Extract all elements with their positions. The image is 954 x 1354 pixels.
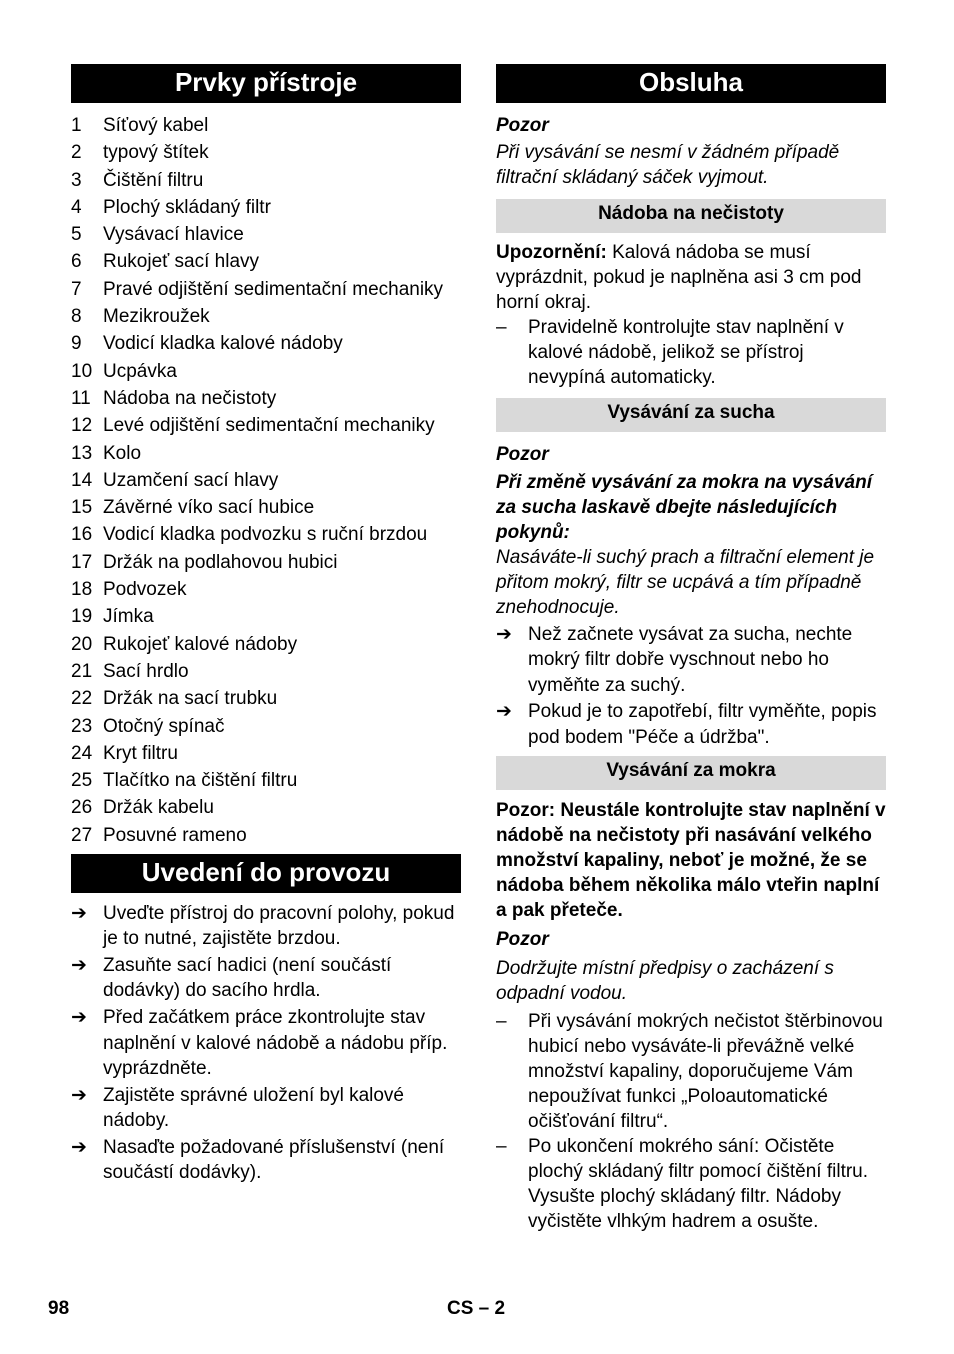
- dash-item: [496, 315, 886, 390]
- list-item: [71, 713, 461, 740]
- dirt-container-note: [496, 240, 886, 315]
- list-item: [71, 740, 461, 767]
- item-text: Levé odjištění sedimentační mechaniky: [103, 415, 435, 437]
- list-item: [71, 603, 461, 630]
- item-number: 24: [71, 742, 93, 764]
- arrow-icon: ➔: [71, 955, 87, 977]
- list-item: [71, 412, 461, 439]
- item-number: 1: [71, 115, 82, 136]
- item-number: 5: [71, 224, 82, 246]
- dash-bullet: –: [496, 1135, 507, 1157]
- page-number: 98: [48, 1298, 70, 1319]
- item-number: 20: [71, 633, 93, 655]
- item-text: Jímka: [103, 606, 154, 628]
- item-text: Rukojeť kalové nádoby: [103, 633, 298, 655]
- wet-info-text: Dodržujte místní předpisy o zacházení s odpadní vodou.: [496, 957, 834, 1004]
- step-item: [71, 1135, 461, 1186]
- caution-text: Při vysávání se nesmí v žádném případě filtrační skládaný sáček vyjmout.: [496, 142, 840, 188]
- arrow-icon: ➔: [496, 701, 512, 723]
- dry-steps-list: [496, 622, 886, 750]
- step-item: [71, 1083, 461, 1134]
- right-column: [496, 64, 886, 1234]
- step-text: Než začnete vysávat za sucha, nechte mokrý filtr dobře vyschnout nebo ho vyměňte za suchý.: [528, 624, 853, 696]
- item-text: Čištění filtru: [103, 169, 204, 191]
- dash-text: Pravidelně kontrolujte stav naplnění v kalové nádobě, jelikož se přístroj nevypíná automaticky.: [528, 317, 844, 388]
- list-item: [71, 467, 461, 494]
- list-item: [71, 248, 461, 275]
- list-item: [71, 303, 461, 330]
- list-item: [71, 631, 461, 658]
- item-number: 2: [71, 142, 82, 164]
- item-text: Ucpávka: [103, 360, 177, 382]
- item-text: Posuvné rameno: [103, 824, 247, 846]
- step-text: Před začátkem práce zkontrolujte stav naplnění v kalové nádobě a nádobu příp. vyprázdněte.: [103, 1007, 448, 1079]
- dry-warning-text: Při změně vysávání za mokra na vysávání za sucha laskavě dbejte následujících pokynů:: [496, 472, 872, 543]
- step-text: Nasaďte požadované příslušenství (není součástí dodávky).: [103, 1136, 445, 1183]
- subsection-title-dry-vacuuming: Vysávání za sucha: [496, 398, 886, 432]
- item-number: 9: [71, 333, 82, 355]
- wet-caution-label: Pozor: [496, 928, 549, 950]
- list-item: [71, 276, 461, 303]
- item-text: Držák na sací trubku: [103, 688, 278, 710]
- item-text: Otočný spínač: [103, 715, 225, 737]
- list-item: [71, 549, 461, 576]
- section-title-operation: Obsluha: [496, 64, 886, 103]
- item-text: Podvozek: [103, 579, 187, 601]
- item-text: Nádoba na nečistoty: [103, 387, 277, 409]
- item-text: Mezikroužek: [103, 306, 210, 328]
- left-column: [71, 64, 461, 1187]
- arrow-icon: ➔: [71, 1084, 87, 1106]
- list-item: [71, 521, 461, 548]
- step-item: [71, 953, 461, 1004]
- item-number: 25: [71, 770, 93, 792]
- item-text: Uzamčení sací hlavy: [103, 469, 279, 491]
- arrow-icon: ➔: [71, 903, 87, 925]
- arrow-icon: ➔: [71, 1007, 87, 1029]
- step-item: [71, 901, 461, 952]
- list-item: [71, 658, 461, 685]
- list-item: [71, 385, 461, 412]
- list-item: [71, 139, 461, 166]
- subsection-title-dirt-container: Nádoba na nečistoty: [496, 199, 886, 233]
- item-number: 18: [71, 579, 93, 601]
- item-text: Vysávací hlavice: [103, 224, 244, 246]
- item-text: typový štítek: [103, 142, 209, 164]
- dash-text: Při vysávání mokrých nečistot štěrbinovou hubicí nebo vysáváte-li převážně velké množství kapaliny, doporučujeme Vám nepoužívat funkci „Poloautomatické očišťování filtru“.: [528, 1010, 883, 1132]
- item-text: Síťový kabel: [103, 115, 209, 136]
- item-text: Tlačítko na čištění filtru: [103, 770, 298, 792]
- item-text: Vodicí kladka podvozku s ruční brzdou: [103, 524, 428, 546]
- list-item: [71, 167, 461, 194]
- item-number: 6: [71, 251, 82, 273]
- list-item: [71, 576, 461, 603]
- list-item: [71, 440, 461, 467]
- item-text: Držák kabelu: [103, 797, 214, 819]
- subsection-title-wet-vacuuming: Vysávání za mokra: [496, 756, 886, 790]
- caution-label: Pozor: [496, 115, 549, 136]
- device-parts-list: [71, 112, 461, 849]
- dash-bullet: –: [496, 317, 507, 338]
- note-text: Kalová nádoba se musí vyprázdnit, pokud je naplněna asi 3 cm pod horní okraj.: [496, 242, 862, 313]
- item-number: 13: [71, 442, 93, 464]
- list-item: [71, 685, 461, 712]
- dash-text: Po ukončení mokrého sání: Očistěte plochý skládaný filtr pomocí čištění filtru. Vysušte plochý skládaný filtr. Nádoby vyčistěte vlhkým hadrem a osušte.: [528, 1135, 869, 1232]
- item-text: Plochý skládaný filtr: [103, 196, 271, 218]
- item-number: 8: [71, 306, 82, 328]
- item-number: 26: [71, 797, 93, 819]
- step-item: [496, 622, 886, 698]
- dash-bullet: –: [496, 1010, 507, 1032]
- arrow-icon: ➔: [496, 624, 512, 645]
- item-number: 17: [71, 551, 93, 573]
- item-number: 27: [71, 824, 93, 846]
- list-item: [71, 822, 461, 849]
- step-text: Zasuňte sací hadici (není součástí dodávky) do sacího hrdla.: [103, 955, 392, 1002]
- item-number: 16: [71, 524, 93, 546]
- item-number: 12: [71, 415, 93, 437]
- list-item: [71, 358, 461, 385]
- item-number: 7: [71, 278, 82, 300]
- note-label: Upozornění:: [496, 242, 607, 263]
- item-number: 15: [71, 497, 93, 519]
- wet-warning-text: Pozor: Neustále kontrolujte stav naplnění v nádobě na nečistoty při nasávání velkého množství kapaliny, neboť je možné, že se nádoba během několika málo vteřin naplní a pak přeteče.: [496, 799, 886, 921]
- item-number: 21: [71, 660, 93, 682]
- list-item: [71, 330, 461, 357]
- list-item: [71, 494, 461, 521]
- item-number: 22: [71, 688, 93, 710]
- commissioning-steps-list: [71, 901, 461, 1185]
- item-text: Pravé odjištění sedimentační mechaniky: [103, 278, 444, 300]
- list-item: [71, 112, 461, 139]
- item-text: Kolo: [103, 442, 142, 464]
- item-text: Kryt filtru: [103, 742, 178, 764]
- dry-caution-label: Pozor: [496, 444, 549, 465]
- language-page-label: CS – 2: [447, 1298, 506, 1319]
- item-text: Sací hrdlo: [103, 660, 189, 682]
- dash-item: [496, 1134, 886, 1234]
- list-item: [71, 221, 461, 248]
- item-number: 4: [71, 196, 82, 218]
- item-text: Rukojeť sací hlavy: [103, 251, 260, 273]
- step-text: Pokud je to zapotřebí, filtr vyměňte, popis pod bodem "Péče a údržba".: [528, 701, 877, 748]
- list-item: [71, 794, 461, 821]
- dirt-container-list: [496, 315, 886, 390]
- item-number: 10: [71, 360, 93, 382]
- item-text: Držák na podlahovou hubici: [103, 551, 338, 573]
- item-number: 14: [71, 469, 93, 491]
- list-item: [71, 194, 461, 221]
- step-item: [71, 1005, 461, 1081]
- step-text: Zajistěte správné uložení byl kalové nádoby.: [103, 1084, 404, 1131]
- item-number: 19: [71, 606, 93, 628]
- item-number: 11: [71, 387, 91, 409]
- dry-info-text: Nasáváte-li suchý prach a filtrační element je přitom mokrý, filtr se ucpává a tím případně znehodnocuje.: [496, 547, 875, 618]
- wet-items-list: [496, 1009, 886, 1234]
- step-item: [496, 699, 886, 750]
- item-text: Vodicí kladka kalové nádoby: [103, 333, 343, 355]
- item-number: 23: [71, 715, 93, 737]
- dash-item: [496, 1009, 886, 1134]
- item-text: Závěrné víko sací hubice: [103, 497, 315, 519]
- item-number: 3: [71, 169, 82, 191]
- section-title-device-parts: Prvky přístroje: [71, 64, 461, 103]
- step-text: Uveďte přístroj do pracovní polohy, pokud je to nutné, zajistěte brzdou.: [103, 903, 455, 950]
- arrow-icon: ➔: [71, 1136, 87, 1158]
- section-title-commissioning: Uvedení do provozu: [71, 854, 461, 893]
- list-item: [71, 767, 461, 794]
